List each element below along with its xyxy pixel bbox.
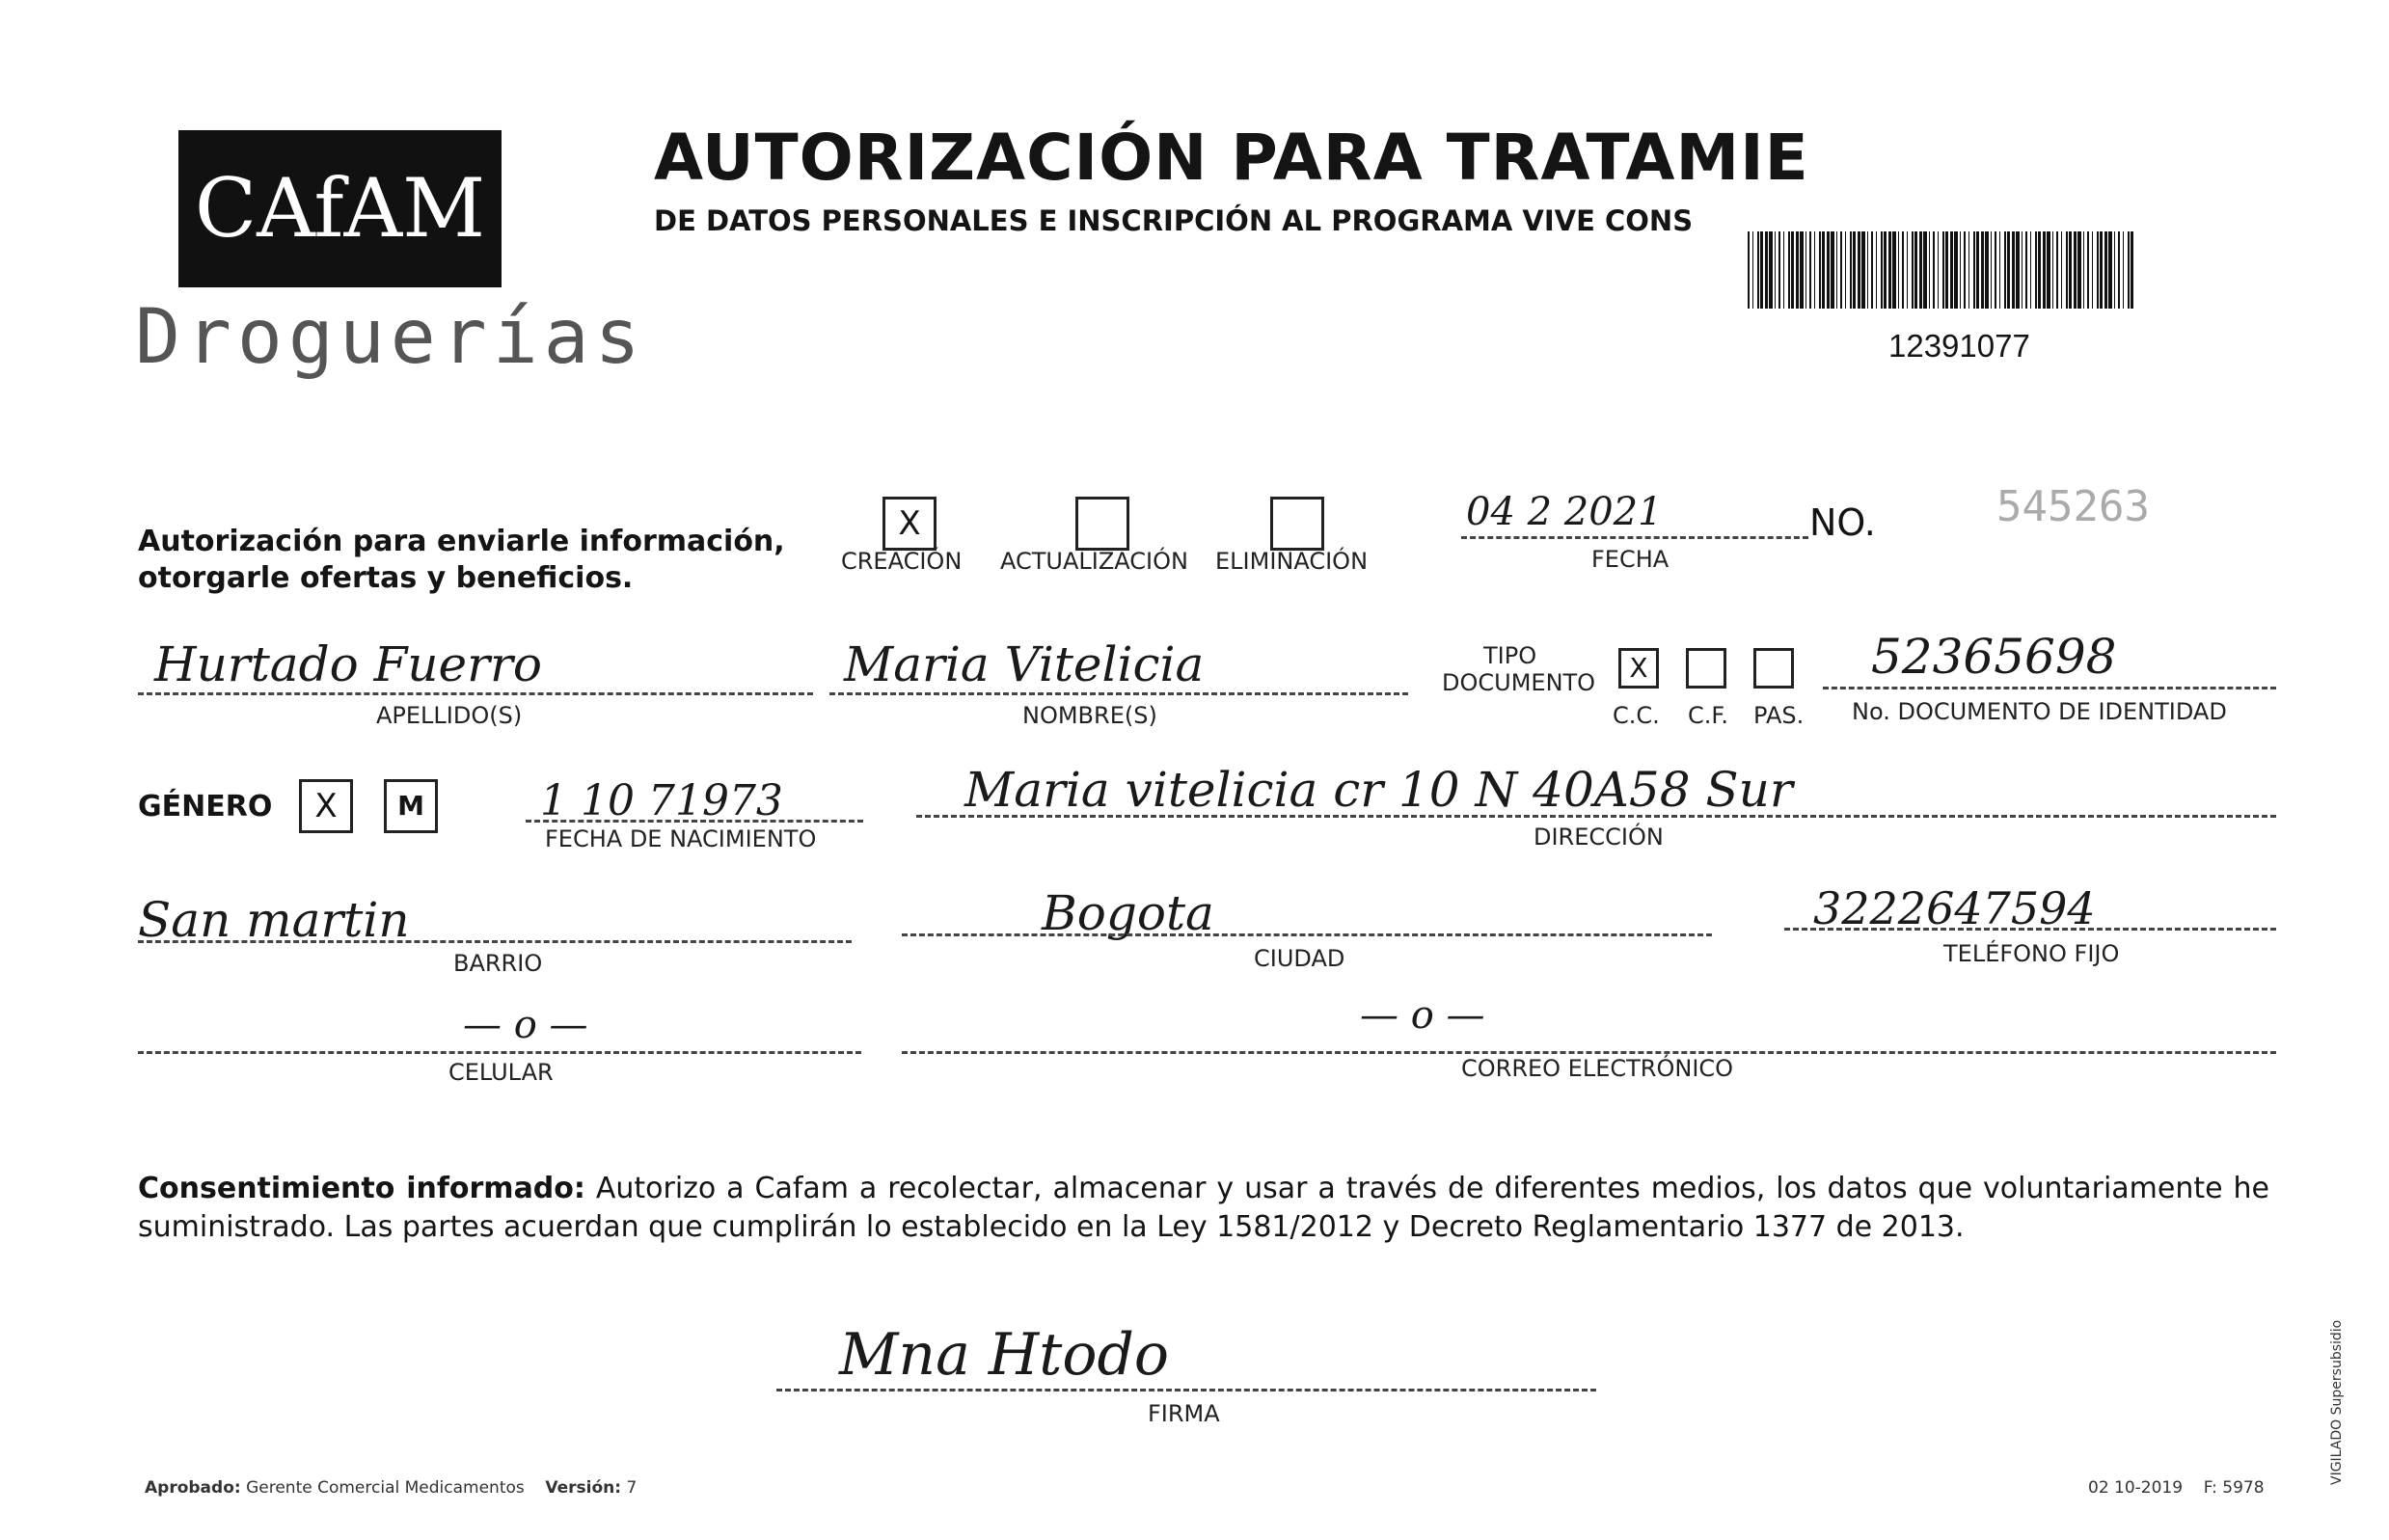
barcode-bar (1991, 231, 1992, 309)
barcode-bar (2066, 231, 2068, 309)
barcode-bar (1950, 231, 1953, 309)
barcode-number: 12391077 (1888, 328, 2030, 364)
barcode-bar (1791, 231, 1794, 309)
barcode-bar (2038, 231, 2041, 309)
barcode-bar (2052, 231, 2053, 309)
form-subtitle: DE DATOS PERSONALES E INSCRIPCIÓN AL PROGRAMA VIVE CONS (654, 204, 1694, 237)
direccion-label: DIRECCIÓN (1534, 824, 1664, 851)
barcode-bar (2131, 231, 2133, 309)
barcode-bar (1769, 231, 1773, 309)
doc-number-value[interactable]: 52365698 (1871, 629, 2117, 685)
barcode-bar (1836, 231, 1837, 309)
barcode-icon (1748, 231, 2137, 309)
barcode-bar (1999, 231, 2000, 309)
barcode-bar (1881, 231, 1883, 309)
barcode-bar (2092, 231, 2093, 309)
barcode-bar (1995, 231, 1996, 309)
label-eliminacion: ELIMINACIÓN (1215, 548, 1369, 575)
footer-date-code: 02 10-2019 (2088, 1478, 2184, 1498)
barcode-bar (2083, 231, 2084, 309)
barcode-bar (1973, 231, 1975, 309)
barcode-bar (1783, 231, 1784, 309)
barcode-bar (1778, 231, 1780, 309)
barcode-bar (1752, 231, 1753, 309)
barcode-bar (1942, 231, 1944, 309)
label-cf: C.F. (1688, 702, 1728, 729)
barcode-bar (2047, 231, 2050, 309)
barcode-bar (1960, 231, 1961, 309)
correo-value[interactable]: — o — (1360, 993, 1485, 1038)
barcode-bar (1853, 231, 1856, 309)
barcode-bar (1819, 231, 1821, 309)
barcode-bar (1914, 231, 1917, 309)
barcode-bar (2056, 231, 2058, 309)
celular-label: CELULAR (448, 1059, 554, 1086)
telefono-line (1784, 928, 2276, 931)
barcode-bar (1775, 231, 1776, 309)
barcode-bar (1888, 231, 1891, 309)
barcode-bar (1884, 231, 1887, 309)
doc-number-line (1823, 687, 2276, 689)
barcode-bar (1765, 231, 1768, 309)
barcode-bar (1871, 231, 1873, 309)
version-label: Versión: (545, 1478, 622, 1498)
consent-heading: Consentimiento informado: (138, 1172, 585, 1205)
barcode-bar (2069, 231, 2072, 309)
barcode-bar (2012, 231, 2015, 309)
correo-line (902, 1051, 2276, 1054)
barrio-label: BARRIO (453, 950, 543, 977)
barcode-bar (2104, 231, 2107, 309)
barcode-bar (1858, 231, 1860, 309)
version-value: 7 (626, 1478, 638, 1498)
barrio-value[interactable]: San martin (138, 892, 410, 948)
barcode-bar (1827, 231, 1830, 309)
barcode-bar (1867, 231, 1868, 309)
barcode-bar (2077, 231, 2081, 309)
checkbox-eliminacion[interactable] (1270, 497, 1324, 551)
footer-approval (145, 1478, 637, 1498)
vigilado-text: VIGILADO Supersubsidio (2329, 1319, 2345, 1485)
barcode-bar (2007, 231, 2010, 309)
checkbox-gender-m[interactable]: M (384, 779, 438, 833)
barcode-bar (2074, 231, 2077, 309)
barcode-bar (1919, 231, 1922, 309)
correo-label: CORREO ELECTRÓNICO (1461, 1055, 1734, 1082)
label-actualizacion: ACTUALIZACIÓN (1000, 548, 1188, 575)
barcode-bar (2100, 231, 2103, 309)
authorization-label-line1: Autorización para enviarle información, (138, 525, 785, 558)
birth-value[interactable]: 1 10 71973 (540, 776, 783, 825)
birth-line (526, 820, 863, 823)
barcode-bar (2030, 231, 2031, 309)
checkbox-cf[interactable] (1686, 648, 1726, 689)
label-cc: C.C. (1613, 702, 1660, 729)
barcode-bar (1831, 231, 1834, 309)
signature-line (776, 1389, 1596, 1391)
barcode-bar (1814, 231, 1815, 309)
barcode-bar (1892, 231, 1896, 309)
checkbox-gender-f[interactable]: X (299, 779, 353, 833)
documento-label: DOCUMENTO (1442, 669, 1596, 696)
barcode-bar (1968, 231, 1969, 309)
barcode-bar (1945, 231, 1948, 309)
telefono-value[interactable]: 3222647594 (1813, 882, 2096, 934)
ciudad-value[interactable]: Bogota (1042, 885, 1214, 941)
barcode-bar (2097, 231, 2099, 309)
barcode-bar (1876, 231, 1877, 309)
barcode-bar (1840, 231, 1842, 309)
barcode-bar (1907, 231, 1908, 309)
barcode-bar (1822, 231, 1825, 309)
logo-subtext: Droguerías (135, 294, 646, 381)
aprobado-label: Aprobado: (145, 1478, 241, 1498)
genero-label: GÉNERO (138, 790, 273, 824)
barcode-bar (1976, 231, 1979, 309)
cafam-logo (178, 130, 502, 287)
signature-value[interactable]: Mna Htodo (839, 1321, 1170, 1389)
barcode-bar (1938, 231, 1939, 309)
barcode-bar (1954, 231, 1958, 309)
form-title: AUTORIZACIÓN PARA TRATAMIE (654, 121, 1809, 195)
barcode-bar (1985, 231, 1989, 309)
nombres-value[interactable]: Maria Vitelicia (844, 636, 1205, 692)
barcode-bar (1923, 231, 1927, 309)
apellidos-value[interactable]: Hurtado Fuerro (154, 636, 543, 692)
ciudad-line (902, 933, 1712, 936)
barcode-bar (2114, 231, 2115, 309)
barcode-bar (1800, 231, 1804, 309)
barrio-line (138, 940, 852, 943)
celular-value[interactable]: — o — (463, 1003, 588, 1047)
checkbox-pas[interactable] (1753, 648, 1794, 689)
barcode-bar (2123, 231, 2124, 309)
barcode-bar (1796, 231, 1799, 309)
date-line (1461, 536, 1808, 539)
consent-paragraph (138, 1170, 2269, 1247)
barcode-bar (2016, 231, 2020, 309)
barcode-bar (2035, 231, 2037, 309)
barcode-bar (1981, 231, 1984, 309)
logo-text: CAfAM (194, 161, 486, 256)
date-value[interactable]: 04 2 2021 (1466, 490, 1663, 534)
checkbox-actualizacion[interactable] (1075, 497, 1129, 551)
form-number-stamp: 545263 (1996, 482, 2150, 531)
signature-label: FIRMA (1148, 1400, 1220, 1427)
direccion-line (916, 815, 2276, 818)
nombres-line (829, 692, 1408, 695)
nombres-label: NOMBRE(S) (1022, 702, 1157, 729)
authorization-label (138, 524, 785, 597)
barcode-bar (2022, 231, 2023, 309)
birth-label: FECHA DE NACIMIENTO (545, 825, 817, 852)
barcode-bar (1929, 231, 1930, 309)
ciudad-label: CIUDAD (1254, 945, 1345, 972)
barcode-bar (1845, 231, 1846, 309)
barcode-bar (1898, 231, 1899, 309)
barcode-bar (1760, 231, 1763, 309)
authorization-label-line2: otorgarle ofertas y beneficios. (138, 561, 634, 595)
label-creacion: CREACIÓN (841, 548, 963, 575)
barcode-bar (2025, 231, 2027, 309)
barcode-bar (2128, 231, 2130, 309)
barcode-bar (2108, 231, 2112, 309)
barcode-bar (1902, 231, 1904, 309)
barcode-bar (2004, 231, 2006, 309)
telefono-label: TELÉFONO FIJO (1943, 940, 2120, 967)
checkbox-cc[interactable]: X (1618, 648, 1659, 689)
barcode-bar (1748, 231, 1750, 309)
celular-line (138, 1051, 861, 1054)
consent-text: Autorizo a Cafam a recolectar, almacenar y usar a través de diferentes medios, los datos que voluntariamente he suministrado. Las partes acuerdan que cumplirán lo establecido en la Ley 1581/2012 y Decreto Reglamentario 1377 de 2013. (138, 1172, 2269, 1244)
barcode-bar (1788, 231, 1790, 309)
barcode-bar (1850, 231, 1852, 309)
barcode-bar (1964, 231, 1966, 309)
barcode-bar (1861, 231, 1865, 309)
apellidos-line (138, 692, 813, 695)
tipo-label: TIPO (1483, 642, 1537, 669)
apellidos-label: APELLIDO(S) (376, 702, 523, 729)
barcode-bar (1933, 231, 1935, 309)
direccion-value[interactable]: Maria vitelicia cr 10 N 40A58 Sur (964, 762, 1793, 818)
date-label: FECHA (1591, 546, 1670, 573)
label-pas: PAS. (1753, 702, 1805, 729)
barcode-bar (2118, 231, 2120, 309)
barcode-bar (1809, 231, 1811, 309)
barcode-bar (1805, 231, 1806, 309)
doc-number-label: No. DOCUMENTO DE IDENTIDAD (1852, 698, 2227, 725)
aprobado-value: Gerente Comercial Medicamentos (246, 1478, 525, 1498)
no-label: NO. (1809, 501, 1876, 544)
barcode-bar (2043, 231, 2046, 309)
footer-codes (2088, 1478, 2265, 1498)
checkbox-creacion[interactable]: X (882, 497, 937, 551)
footer-f-code: F: 5978 (2203, 1478, 2265, 1498)
barcode-bar (1912, 231, 1914, 309)
barcode-bar (2061, 231, 2062, 309)
barcode-bar (2087, 231, 2089, 309)
barcode-bar (1757, 231, 1759, 309)
